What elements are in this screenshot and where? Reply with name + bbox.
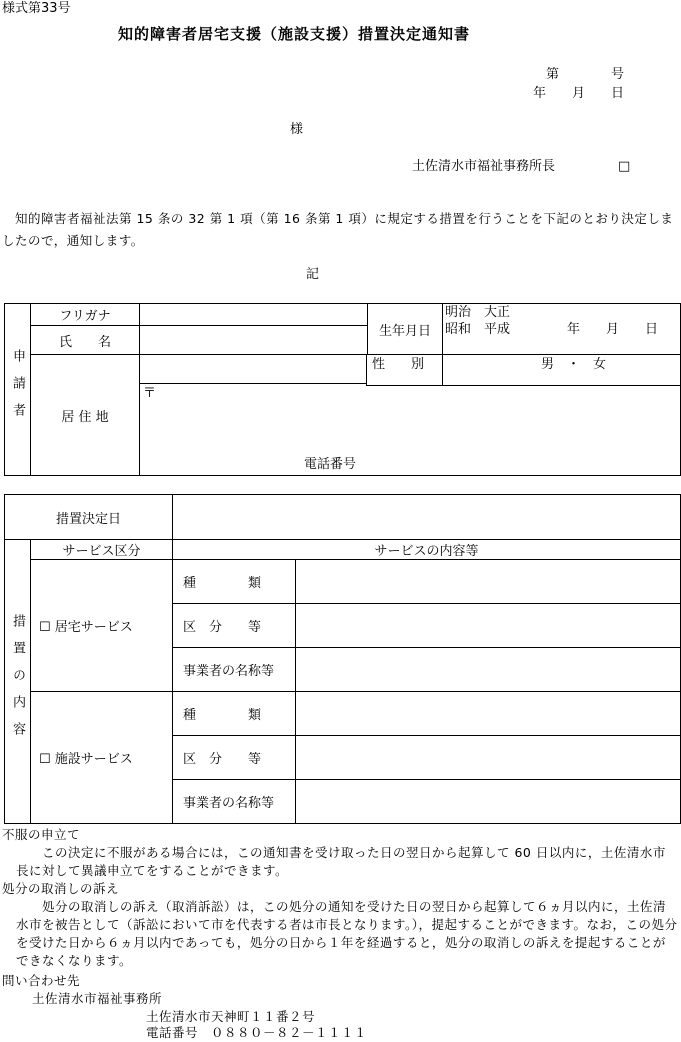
furigana-field[interactable] [140, 304, 368, 326]
notice-body: 知的障害者福祉法第 15 条の 32 第 1 項（第 16 条第 1 項）に規定する措置を行うことを下記のとおり決定しましたので，通知します。 [2, 211, 674, 248]
contact-heading: 問い合わせ先 [2, 973, 81, 988]
sex-value[interactable]: 男 ・ 女 [541, 357, 607, 372]
phone-label: 電話番号 [304, 457, 357, 472]
ki-mark: 記 [306, 267, 320, 282]
home-service-option[interactable]: ☐ 居宅サービス [31, 560, 173, 692]
recipient-suffix: 様 [290, 122, 304, 137]
lawsuit-text: 処分の取消しの訴え（取消訴訟）は，この処分の通知を受けた日の翌日から起算して６ヵ月以内に，土佐清水市を被告として（訴訟において市を代表する者は市長となります。），提起することができます。なお，この処分を受けた日から６ヵ月以内であっても，処分の日から１年を経過すると，処分の取消しの訴えを提起することができなくなります。 [16, 899, 678, 968]
applicant-group-label: 申請者 [5, 304, 31, 476]
home-kind-field[interactable] [296, 560, 681, 604]
name-label: 氏 名 [31, 326, 140, 355]
home-division-label: 区 分 等 [173, 604, 296, 648]
facility-provider-field[interactable] [296, 780, 681, 824]
decision-date-label: 措置決定日 [5, 495, 173, 540]
birth-field[interactable] [443, 304, 681, 355]
facility-kind-field[interactable] [296, 692, 681, 736]
form-number: 様式第33号 [2, 1, 71, 16]
contact-office: 土佐清水市福祉事務所 [32, 991, 163, 1006]
facility-division-field[interactable] [296, 736, 681, 780]
birth-label: 生年月日 [368, 304, 443, 355]
sex-label: 性 別 [372, 357, 425, 372]
document-number: 第 号 [546, 67, 625, 82]
contact-address: 土佐清水市天神町１１番２号 [146, 1009, 316, 1024]
address-field[interactable] [140, 384, 681, 476]
sex-row [366, 354, 681, 386]
measure-group-label: 措置の内容 [5, 540, 31, 824]
facility-provider-label: 事業者の名称等 [173, 780, 296, 824]
facility-kind-label: 種 類 [173, 692, 296, 736]
issue-date: 年 月 日 [533, 86, 625, 101]
address-label: 居 住 地 [31, 355, 140, 476]
home-division-field[interactable] [296, 604, 681, 648]
home-provider-field[interactable] [296, 648, 681, 692]
home-provider-label: 事業者の名称等 [173, 648, 296, 692]
issuer-name: 土佐清水市福祉事務所長 [412, 159, 556, 174]
facility-service-option[interactable]: ☐ 施設サービス [31, 692, 173, 824]
seal-box: □ [618, 159, 631, 174]
era-options-1: 明治 大正 [445, 305, 511, 320]
contact-phone: 電話番号 ０８８０－８２－１１１１ [146, 1025, 368, 1040]
objection-heading: 不服の申立て [2, 827, 81, 842]
era-options-2: 昭和 平成 [445, 322, 511, 337]
lawsuit-heading: 処分の取消しの訴え [2, 881, 120, 896]
objection-text: この決定に不服がある場合には，この通知書を受け取った日の翌日から起算して 60 日以内に，土佐清水市長に対して異議申立てをすることができます。 [16, 845, 666, 878]
home-kind-label: 種 類 [173, 560, 296, 604]
service-type-header: サービス区分 [31, 540, 173, 560]
measure-table [4, 494, 681, 824]
decision-date-field[interactable] [173, 495, 681, 540]
furigana-label: フリガナ [31, 304, 140, 326]
service-content-header: サービスの内容等 [173, 540, 681, 560]
facility-division-label: 区 分 等 [173, 736, 296, 780]
applicant-table [4, 303, 681, 476]
postal-mark: 〒 [143, 386, 157, 401]
birth-ymd: 年 月 日 [567, 322, 659, 337]
document-title: 知的障害者居宅支援（施設支援）措置決定通知書 [118, 25, 471, 43]
name-field[interactable] [140, 326, 368, 355]
